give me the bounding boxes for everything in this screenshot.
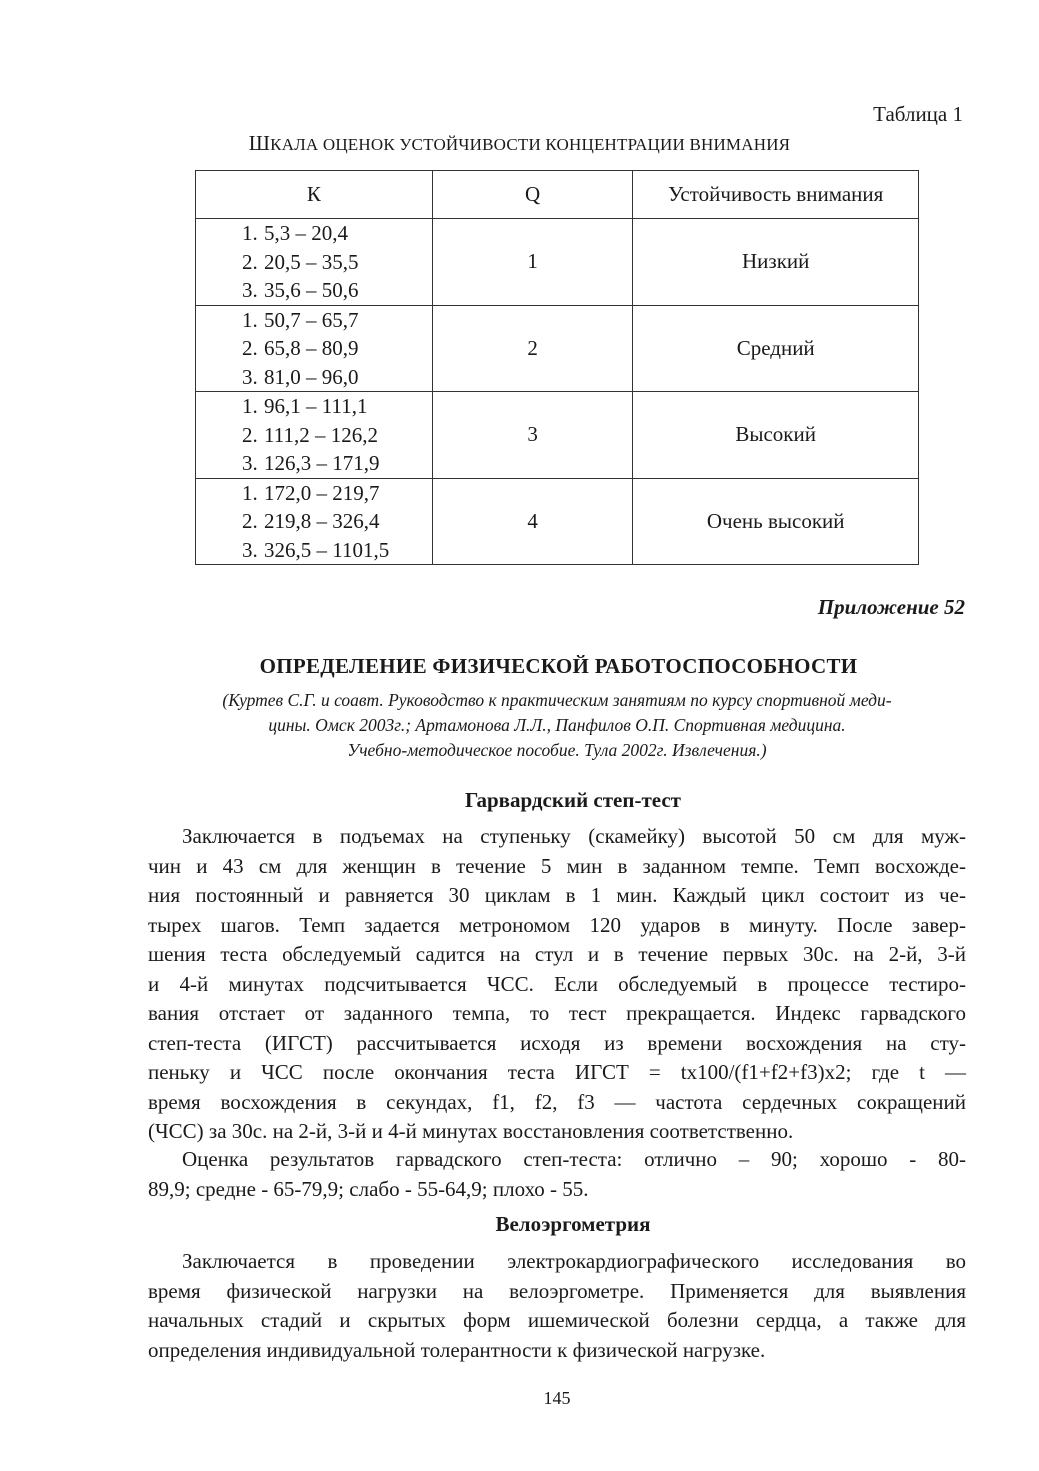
table-header-row <box>196 171 919 219</box>
q-cell: 1 <box>432 219 633 306</box>
k-range-index: 1. <box>242 221 258 245</box>
stability-level-cell: Очень высокий <box>633 478 919 565</box>
k-range-index: 1. <box>242 394 258 418</box>
text-line: степ-теста (ИГСТ) рассчитывается исходя из времени восхождения на сту- <box>148 1030 966 1055</box>
text-line: пеньку и ЧСС после окончания теста ИГСТ = tх100/(f1+f2+f3)х2; где t — <box>148 1060 966 1084</box>
harvard-paragraph-1 <box>148 822 966 1147</box>
q-cell: 4 <box>432 478 633 565</box>
sources-note <box>148 688 966 763</box>
k-range-value: 5,3 – 20,4 <box>264 221 348 245</box>
text-line: чин и 43 см для женщин в течение 5 мин в заданном темпе. Темп восхожде- <box>148 853 966 878</box>
k-range <box>242 306 432 335</box>
k-range-value: 20,5 – 35,5 <box>264 249 359 274</box>
k-ranges-cell <box>196 392 433 479</box>
text-line: 89,9; средне - 65-79,9; слабо - 55-64,9; плохо - 55. <box>148 1176 589 1201</box>
text-line: начальных стадий и скрытых форм ишемической болезни сердца, а также для <box>148 1308 966 1332</box>
k-range-value: 96,1 – 111,1 <box>264 394 368 418</box>
harvard-step-test-title: Гарвардский степ-тест <box>464 788 681 812</box>
k-range-value: 126,3 – 171,9 <box>264 451 380 475</box>
k-range-index: 1. <box>242 480 258 505</box>
table-row <box>196 392 919 479</box>
header-k: К <box>196 171 433 219</box>
k-range-index: 3. <box>242 364 258 389</box>
stability-level-cell: Высокий <box>633 392 919 479</box>
k-range <box>242 392 432 421</box>
table-title-initial: Ш <box>248 131 271 155</box>
attention-scale-table <box>195 170 919 565</box>
appendix-label: Приложение 52 <box>817 595 965 619</box>
text-line: определения индивидуальной толерантности к физической нагрузке. <box>148 1337 766 1362</box>
q-cell: 3 <box>432 392 633 479</box>
k-range-index: 2. <box>242 249 258 274</box>
k-range-index: 3. <box>242 451 258 475</box>
k-range-value: 81,0 – 96,0 <box>264 364 359 389</box>
text-line: вания отстает от заданного темпа, то тест прекращается. Индекс гарвадского <box>148 1001 966 1025</box>
table-title-rest: КАЛА ОЦЕНОК УСТОЙЧИВОСТИ КОНЦЕНТРАЦИИ ВНИМАНИЯ <box>270 135 791 154</box>
sources-line: (Куртев С.Г. и соавт. Руководство к практическим занятиям по курсу спортивной меди- <box>222 690 892 710</box>
k-range <box>242 507 432 536</box>
k-ranges-cell <box>196 305 433 392</box>
text-line: тырех шагов. Темп задается метрономом 120 ударов в минуту. После завер- <box>148 912 966 937</box>
stability-level-cell: Низкий <box>633 219 919 306</box>
k-range <box>242 449 432 478</box>
k-range-value: 219,8 – 326,4 <box>264 509 380 533</box>
k-range-value: 65,8 – 80,9 <box>264 336 359 360</box>
k-range-index: 2. <box>242 336 258 360</box>
k-range <box>242 276 432 305</box>
k-ranges-cell <box>196 478 433 565</box>
text-line: Заключается в проведении электрокардиографического исследования во <box>182 1249 966 1273</box>
text-line: Оценка результатов гарвадского степ-теста: отлично – 90; хорошо - 80- <box>182 1147 966 1171</box>
stability-level-cell: Средний <box>633 305 919 392</box>
table-number-label: Таблица 1 <box>873 102 963 126</box>
k-range-value: 326,5 – 1101,5 <box>264 537 390 562</box>
section-title: ОПРЕДЕЛЕНИЕ ФИЗИЧЕСКОЙ РАБОТОСПОСОБНОСТИ <box>259 654 858 678</box>
text-line: и 4-й минутах подсчитывается ЧСС. Если обследуемый в процессе тестиро- <box>148 971 966 996</box>
table-title <box>0 131 1039 157</box>
text-line: время восхождения в секундах, f1, f2, f3 — частота сердечных сокращений <box>148 1089 966 1114</box>
k-range-value: 50,7 – 65,7 <box>264 307 359 332</box>
k-range <box>242 334 432 363</box>
k-range <box>242 363 432 392</box>
q-cell: 2 <box>432 305 633 392</box>
k-range-value: 111,2 – 126,2 <box>264 422 378 447</box>
k-range <box>242 421 432 450</box>
k-range <box>242 219 432 248</box>
table-row <box>196 478 919 565</box>
page-number: 145 <box>543 1388 571 1408</box>
k-range-index: 2. <box>242 422 258 447</box>
k-range-value: 35,6 – 50,6 <box>264 278 359 302</box>
k-range <box>242 248 432 277</box>
header-stability: Устойчивость внимания <box>633 171 919 219</box>
k-range-value: 172,0 – 219,7 <box>264 480 380 505</box>
text-line: Заключается в подъемах на ступеньку (скамейку) высотой 50 см для муж- <box>182 824 966 848</box>
text-line: (ЧСС) за 30с. на 2-й, 3-й и 4-й минутах восстановления соответственно. <box>148 1119 794 1143</box>
text-line: время физической нагрузки на велоэргометре. Применяется для выявления <box>148 1278 966 1303</box>
table-row <box>196 305 919 392</box>
k-range-index: 3. <box>242 537 258 562</box>
sources-line: Учебно-методическое пособие. Тула 2002г. Извлечения.) <box>347 740 767 760</box>
sources-line: цины. Омск 2003г.; Артамонова Л.Л., Панфилов О.П. Спортивная медицина. <box>268 715 846 735</box>
k-range <box>242 479 432 508</box>
text-line: шения теста обследуемый садится на стул и в течение первых 30с. на 2-й, 3-й <box>148 942 966 966</box>
k-range-index: 3. <box>242 278 258 302</box>
table-row <box>196 219 919 306</box>
k-ranges-cell <box>196 219 433 306</box>
k-range-index: 1. <box>242 307 258 332</box>
header-q: Q <box>432 171 633 219</box>
k-range-index: 2. <box>242 509 258 533</box>
veloergometry-paragraph <box>148 1247 966 1365</box>
veloergometry-title: Велоэргометрия <box>495 1212 651 1236</box>
harvard-paragraph-2 <box>148 1145 966 1204</box>
k-range <box>242 536 432 565</box>
text-line: ния постоянный и равняется 30 циклам в 1 мин. Каждый цикл состоит из че- <box>148 883 966 907</box>
